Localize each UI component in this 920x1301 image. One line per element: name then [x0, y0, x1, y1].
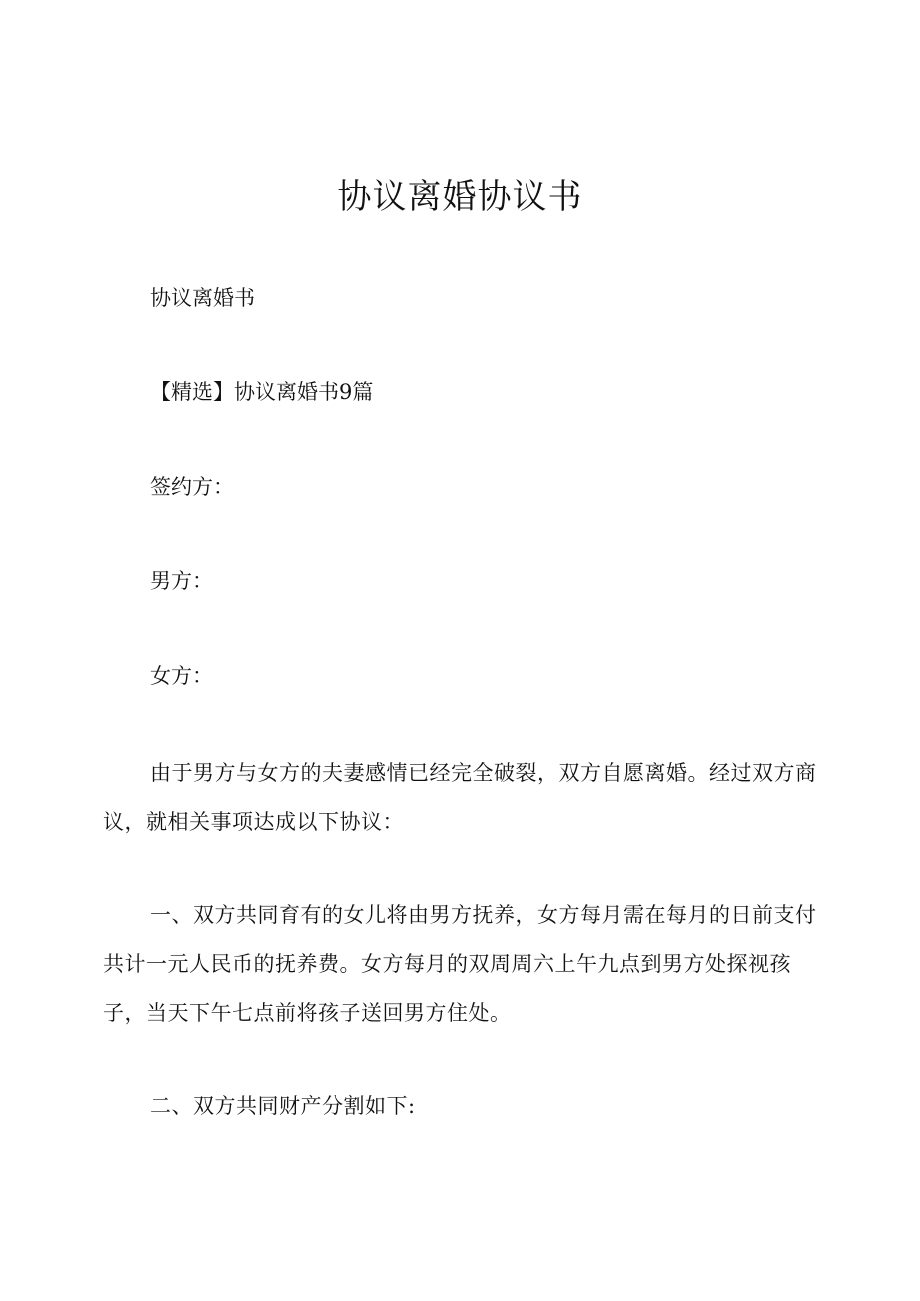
document-heading: 【精选】协议离婚书9篇 — [150, 380, 374, 404]
document-subtitle: 协议离婚书 — [150, 286, 255, 310]
clause-1-paragraph: 一、双方共同育有的女儿将由男方抚养，女方每月需在每月的日前支付共计一元人民币的抚养费。女方每月的双周周六上午九点到男方处探视孩子，当天下午七点前将孩子送回男方住处。 — [103, 903, 817, 1025]
clause-2-paragraph: 二、双方共同财产分割如下: — [150, 1094, 416, 1118]
intro-paragraph: 由于男方与女方的夫妻感情已经完全破裂，双方自愿离婚。经过双方商议，就相关事项达成以下协议： — [103, 761, 817, 834]
female-party-label: 女方： — [150, 664, 213, 688]
document-title: 协议离婚协议书 — [337, 177, 583, 217]
male-party-label: 男方： — [150, 569, 213, 593]
signing-party-label: 签约方： — [150, 475, 234, 499]
